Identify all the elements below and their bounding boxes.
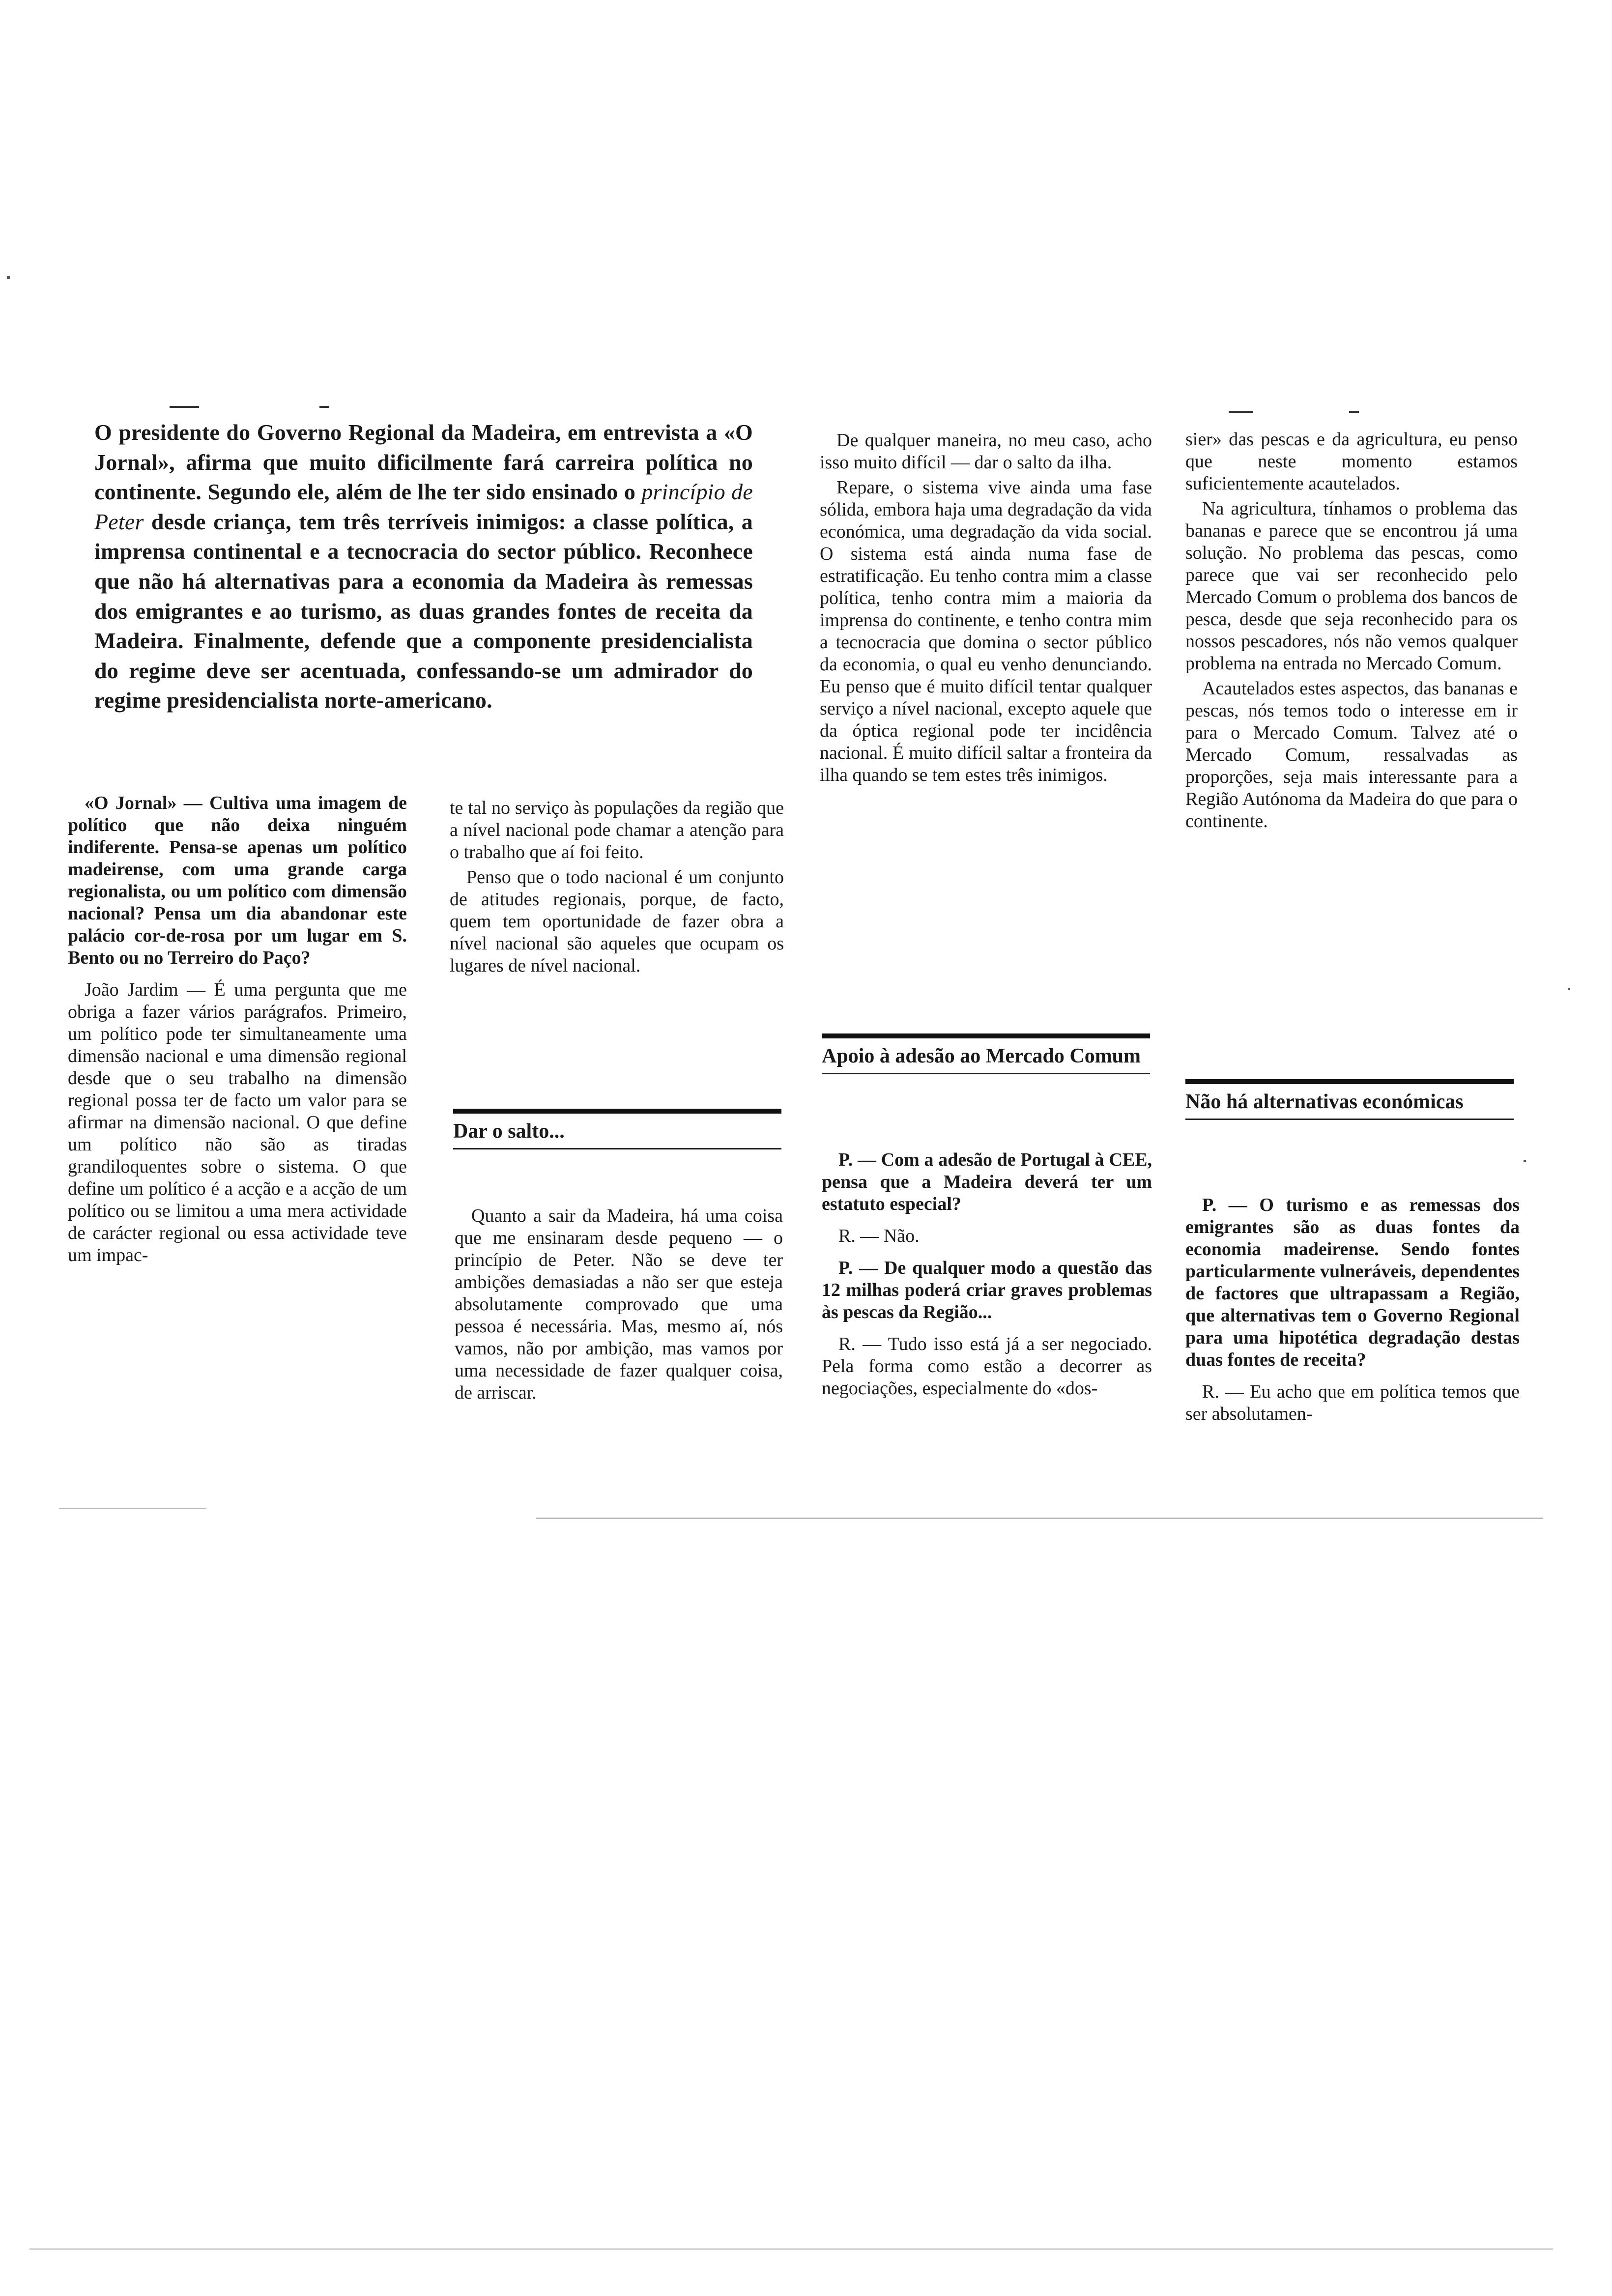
paragraph: Acautelados estes aspectos, das bananas e pescas, nós temos todo o interesse em ir para o Mercado Comum. Talvez até o Mercado Comum, ressalvadas as proporções, seja mais interessante para a Região Autónoma da Madeira do que para o continente. xyxy=(1185,678,1518,832)
column-4 xyxy=(1185,429,1518,835)
lead-text-2: desde criança, tem três terríveis inimigos: a classe política, a imprensa continental e a tecnocracia do sector público. Reconhece que não há alternativas para a economia da Madeira às remessas dos emigrantes e ao turismo, as duas grandes fontes de receita da Madeira. Finalmente, defende que a componente presidencialista do regime deve ser acentuada, confessando-se um admirador do regime presidencialista norte-americano. xyxy=(94,509,753,713)
section-heading-block xyxy=(822,1033,1150,1074)
paragraph: João Jardim — É uma pergunta que me obriga a fazer vários parágrafos. Primeiro, um político pode ter simultaneamente uma dimensão nacional e uma dimensão regional desde que o seu trabalho na dimensão regional possa ter de facto um valor para se afirmar na dimensão nacional. O que define um político não são as tiradas grandiloquentes sobre o sistema. O que define um político é a acção e a acção de um político ou se limitou a uma mera actividade de carácter regional ou essa actividade teve um impac- xyxy=(68,979,407,1265)
column-2 xyxy=(450,797,784,980)
question: P. — Com a adesão de Portugal à CEE, pensa que a Madeira deverá ter um estatuto especial? xyxy=(822,1149,1152,1214)
scan-speck xyxy=(1524,1160,1526,1162)
answer: R. — Eu acho que em política temos que ser absolutamen- xyxy=(1185,1381,1520,1424)
scan-mark xyxy=(1229,411,1253,413)
heading-rule xyxy=(822,1033,1150,1038)
heading-rule-thin xyxy=(822,1073,1150,1074)
column-3-continued xyxy=(822,1149,1152,1403)
section-heading: Apoio à adesão ao Mercado Comum xyxy=(822,1045,1141,1067)
column-4-continued xyxy=(1185,1194,1520,1428)
lead-text-1: O presidente do Governo Regional da Madeira, em entrevista a «O Jornal», afirma que muito dificilmente fará carreira política no continente. Segundo ele, além de lhe ter sido ensinado o xyxy=(94,420,753,505)
scan-line xyxy=(536,1518,1543,1519)
scan-line xyxy=(29,2248,1553,2250)
paragraph: Quanto a sair da Madeira, há uma coisa que me ensinaram desde pequeno — o princípio de Peter. Não se deve ter ambições demasiadas a não ser que esteja absolutamente comprovado que uma pessoa é necessária. Mas, mesmo aí, nós vamos, não por ambição, mas vamos por uma necessidade de fazer qualquer coisa, de arriscar. xyxy=(455,1205,783,1403)
section-heading: Dar o salto... xyxy=(453,1120,565,1143)
heading-rule xyxy=(453,1109,781,1114)
scan-speck xyxy=(7,276,10,279)
column-1 xyxy=(68,792,407,1269)
paragraph: De qualquer maneira, no meu caso, acho isso muito difícil — dar o salto da ilha. xyxy=(820,430,1152,473)
lead-paragraph xyxy=(94,418,753,716)
paragraph: Penso que o todo nacional é um conjunto de atitudes regionais, porque, de facto, quem tem oportunidade de fazer obra a nível nacional são aqueles que ocupam os lugares de nível nacional. xyxy=(450,867,784,976)
heading-rule-thin xyxy=(1185,1119,1514,1120)
scan-mark xyxy=(170,406,199,408)
paragraph: Repare, o sistema vive ainda uma fase sólida, embora haja uma degradação da vida económica, uma degradação da vida social. O sistema está ainda numa fase de estratificação. Eu tenho contra mim a classe política, tenho contra mim a maioria da imprensa do continente, e tenho contra mim a tecnocracia que domina o sector público da economia, o qual eu venho denunciando. Eu penso que é muito difícil tentar qualquer serviço a nível nacional, excepto aquele que da óptica regional pode ter incidência nacional. É muito difícil saltar a fronteira da ilha quando se tem estes três inimigos. xyxy=(820,477,1152,785)
question: P. — O turismo e as remessas dos emigrantes são as duas fontes da economia madeirense. Sendo fontes particularmente vulneráveis, dependentes de factores que ultrapassam a Região, que alternativas tem o Governo Regional para uma hipotética degradação destas duas fontes de receita? xyxy=(1185,1195,1520,1370)
paragraph: te tal no serviço às populações da região que a nível nacional pode chamar a atenção para o trabalho que aí foi feito. xyxy=(450,798,784,862)
section-heading-block xyxy=(453,1109,781,1149)
paragraph: sier» das pescas e da agricultura, eu penso que neste momento estamos suficientemente acautelados. xyxy=(1185,429,1518,494)
column-3 xyxy=(820,430,1152,789)
paragraph: Na agricultura, tínhamos o problema das bananas e parece que se encontrou já uma solução. No problema das pescas, como parece que vai ser reconhecido pelo Mercado Comum o problema dos bancos de pesca, desde que seja reconhecido para os nossos pescadores, nós não vemos qualquer problema na entrada no Mercado Comum. xyxy=(1185,498,1518,674)
paragraph: «O Jornal» — Cultiva uma imagem de político que não deixa ninguém indiferente. Pensa-se apenas um político madeirense, com uma grande carga regionalista, ou um político com dimensão nacional? Pensa um dia abandonar este palácio cor-de-rosa por um lugar em S. Bento ou no Terreiro do Paço? xyxy=(68,793,407,968)
lead-italic: princípio de Peter xyxy=(94,479,753,534)
scan-speck xyxy=(1568,988,1570,990)
scan-line xyxy=(59,1508,206,1509)
heading-rule xyxy=(1185,1079,1514,1084)
answer: R. — Tudo isso está já a ser negociado. Pela forma como estão a decorrer as negociações, especialmente do «dos- xyxy=(822,1334,1152,1399)
answer: R. — Não. xyxy=(838,1226,920,1246)
question: P. — De qualquer modo a questão das 12 milhas poderá criar graves problemas às pescas da Região... xyxy=(822,1258,1152,1322)
section-heading-block xyxy=(1185,1079,1514,1120)
heading-rule-thin xyxy=(453,1148,781,1149)
column-2-continued xyxy=(455,1205,783,1407)
section-heading: Não há alternativas económicas xyxy=(1185,1091,1464,1113)
scan-mark xyxy=(1349,411,1359,413)
scan-mark xyxy=(319,406,329,408)
